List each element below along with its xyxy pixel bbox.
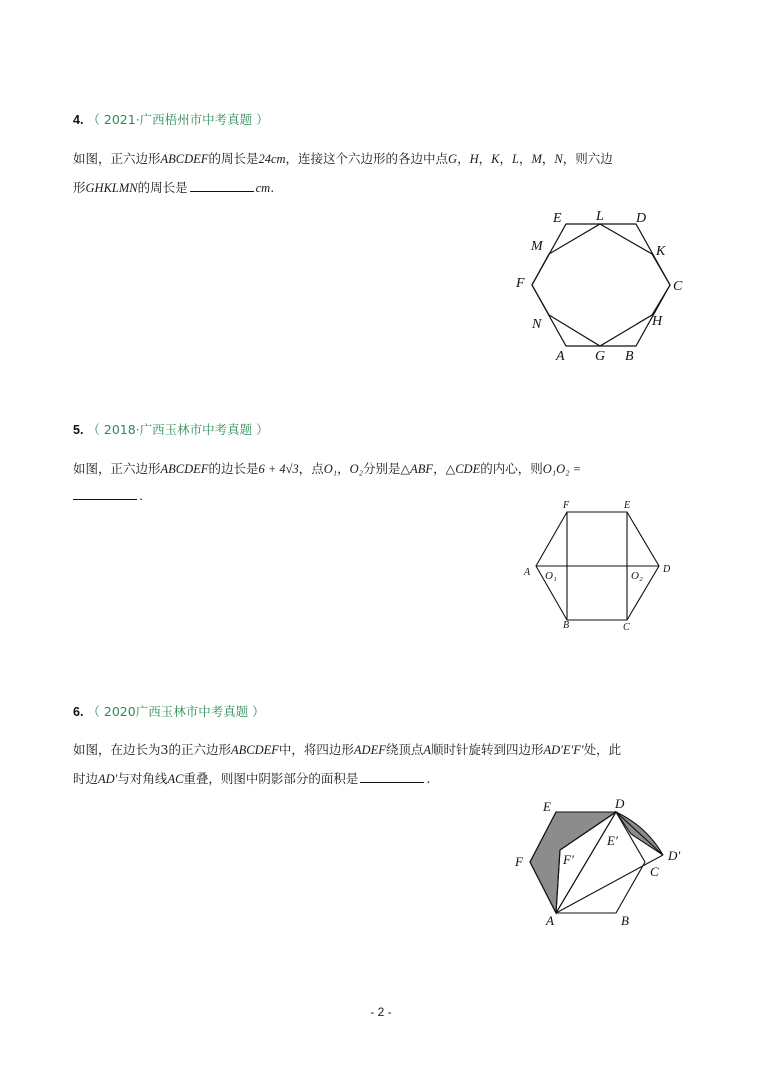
problem-source: （ 2018·广西玉林市中考真题 ）	[87, 422, 269, 437]
label-D: D	[663, 564, 671, 575]
label-O2: O₂	[631, 570, 643, 582]
label-B: B	[621, 913, 629, 928]
label-F: F	[516, 276, 525, 291]
page-number: - 2 -	[370, 1005, 392, 1019]
answer-blank	[360, 771, 424, 783]
hexagon-abcdef	[532, 224, 670, 346]
label-E-prime: E′	[607, 833, 618, 848]
label-F-prime: F′	[563, 852, 574, 867]
problem-4-text-line-1: 如图，正六边形ABCDEF的周长是24cm，连接这个六边形的各边中点G，H，K，L，M，N，则六边	[73, 151, 613, 166]
problem-5-text-line-1: 如图，正六边形ABCDEF的边长是6 + 4√3，点O₁，O₂分别是△ABF，△CDE的内心，则O₁O₂ =	[73, 461, 582, 476]
label-D-prime: D′	[668, 848, 681, 863]
problem-6-text-line-2: 时边AD′与对角线AC重叠，则图中阴影部分的面积是 .	[73, 771, 431, 786]
problem-source: （ 2020广西玉林市中考真题 ）	[87, 704, 265, 719]
label-B: B	[563, 620, 570, 631]
problem-number: 6.	[73, 705, 84, 719]
label-B: B	[625, 349, 634, 364]
figure-hexagon-midpoints	[505, 200, 705, 370]
problem-4-heading	[73, 110, 269, 128]
label-C: C	[673, 279, 683, 294]
problem-6-heading	[73, 702, 265, 720]
label-N: N	[532, 317, 542, 332]
problem-6-text-line-1: 如图，在边长为3的正六边形ABCDEF中，将四边形ADEF绕顶点A顺时针旋转到四边形AD′E′F′处，此	[73, 742, 622, 757]
answer-blank	[73, 488, 137, 500]
label-E: E	[624, 500, 631, 511]
label-H: H	[652, 314, 663, 329]
figure-hexagon-rotation	[510, 795, 700, 930]
label-A: A	[556, 349, 565, 364]
problem-4-text-line-2: 形GHKLMN的周长是 cm.	[73, 180, 275, 195]
label-A: A	[524, 567, 531, 578]
label-L: L	[596, 209, 604, 224]
label-C: C	[623, 622, 630, 633]
label-D: D	[615, 796, 625, 811]
label-K: K	[656, 244, 666, 259]
label-O1: O₁	[545, 570, 557, 582]
figure-hexagon-incenters	[515, 495, 685, 635]
label-G: G	[595, 349, 606, 364]
label-D: D	[636, 211, 647, 226]
answer-blank	[190, 180, 254, 192]
label-C: C	[650, 864, 659, 879]
problem-number: 4.	[73, 113, 84, 127]
label-M: M	[531, 239, 543, 254]
label-F: F	[563, 500, 570, 511]
problem-source: （ 2021·广西梧州市中考真题 ）	[87, 112, 269, 127]
label-F: F	[515, 854, 523, 869]
problem-5-heading	[73, 420, 269, 438]
label-E: E	[543, 799, 551, 814]
label-E: E	[553, 211, 562, 226]
label-A: A	[546, 913, 554, 928]
problem-number: 5.	[73, 423, 84, 437]
octagon-inner	[532, 224, 670, 346]
problem-5-text-line-2: .	[73, 488, 143, 503]
